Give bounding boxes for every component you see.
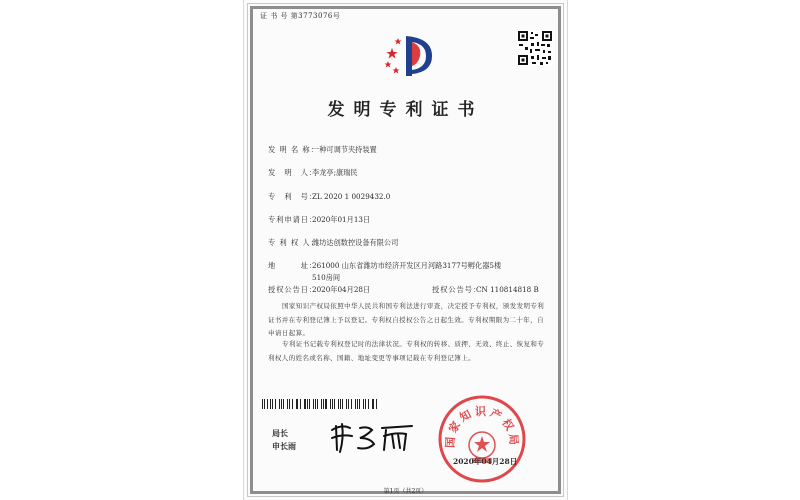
barcode	[262, 399, 380, 409]
svg-text:国家知识产权局: 国家知识产权局	[443, 405, 521, 449]
field-label: 授权公告日：	[268, 285, 318, 294]
field-label: 专 利 权 人：	[268, 238, 319, 247]
field-value: 261000 山东省潍坊市经济开发区月河路3177号孵化器5楼	[312, 261, 502, 270]
field-value: CN 110814818 B	[476, 285, 539, 294]
field-value: 2020年04月28日	[312, 285, 371, 294]
field-application-date	[268, 215, 370, 225]
field-value: 潍坊达创数控设备有限公司	[312, 238, 399, 247]
field-inventor	[268, 168, 358, 178]
field-patent-number	[268, 192, 390, 202]
certificate-paragraph-2: 专利证书记载专利权登记时的法律状况。专利权的转移、质押、无效、终止、恢复和专利权人的姓名或名称、国籍、地址变更等事项记载在专利登记簿上。	[268, 340, 545, 362]
field-label: 地 址：	[268, 261, 318, 270]
field-label: 发 明 人：	[268, 168, 318, 177]
field-label: 授权公告号：	[432, 285, 482, 294]
field-value: 2020年01月13日	[312, 215, 371, 224]
patent-office-logo	[382, 30, 434, 80]
certificate-paragraph-1: 国家知识产权局依照中华人民共和国专利法进行审查，决定授予专利权，颁发发明专利证书并在专利登记簿上予以登记。专利权自授权公告之日起生效。专利权期限为二十年，自申请日起算。	[268, 302, 545, 337]
field-label: 专 利 号：	[268, 192, 318, 201]
field-grant	[268, 285, 539, 295]
field-value: 一种可调节夹持装置	[312, 145, 377, 154]
page-footer: 第1页（共2页）	[383, 488, 428, 495]
field-address	[268, 261, 501, 271]
seal-date: 2020年04月28日	[453, 457, 518, 466]
director-name: 申长雨	[272, 441, 296, 451]
official-seal	[436, 393, 528, 485]
field-value: 李龙亭;康瑞民	[312, 168, 358, 177]
field-address-line2	[312, 273, 340, 283]
field-invention-name	[268, 145, 377, 155]
field-label: 发 明 名 称：	[268, 145, 319, 154]
field-label: 专利申请日：	[268, 215, 318, 224]
field-value: 510房间	[312, 273, 341, 282]
director-signature	[328, 420, 418, 454]
field-patentee	[268, 238, 398, 248]
director-title: 局长	[272, 428, 288, 438]
certificate-title: 发明专利证书	[327, 100, 484, 120]
certificate-page	[243, 0, 568, 500]
qr-code-icon	[517, 30, 553, 66]
field-value: ZL 2020 1 0029432.0	[312, 192, 391, 201]
certificate-number: 证 书 号 第3773076号	[260, 12, 341, 20]
